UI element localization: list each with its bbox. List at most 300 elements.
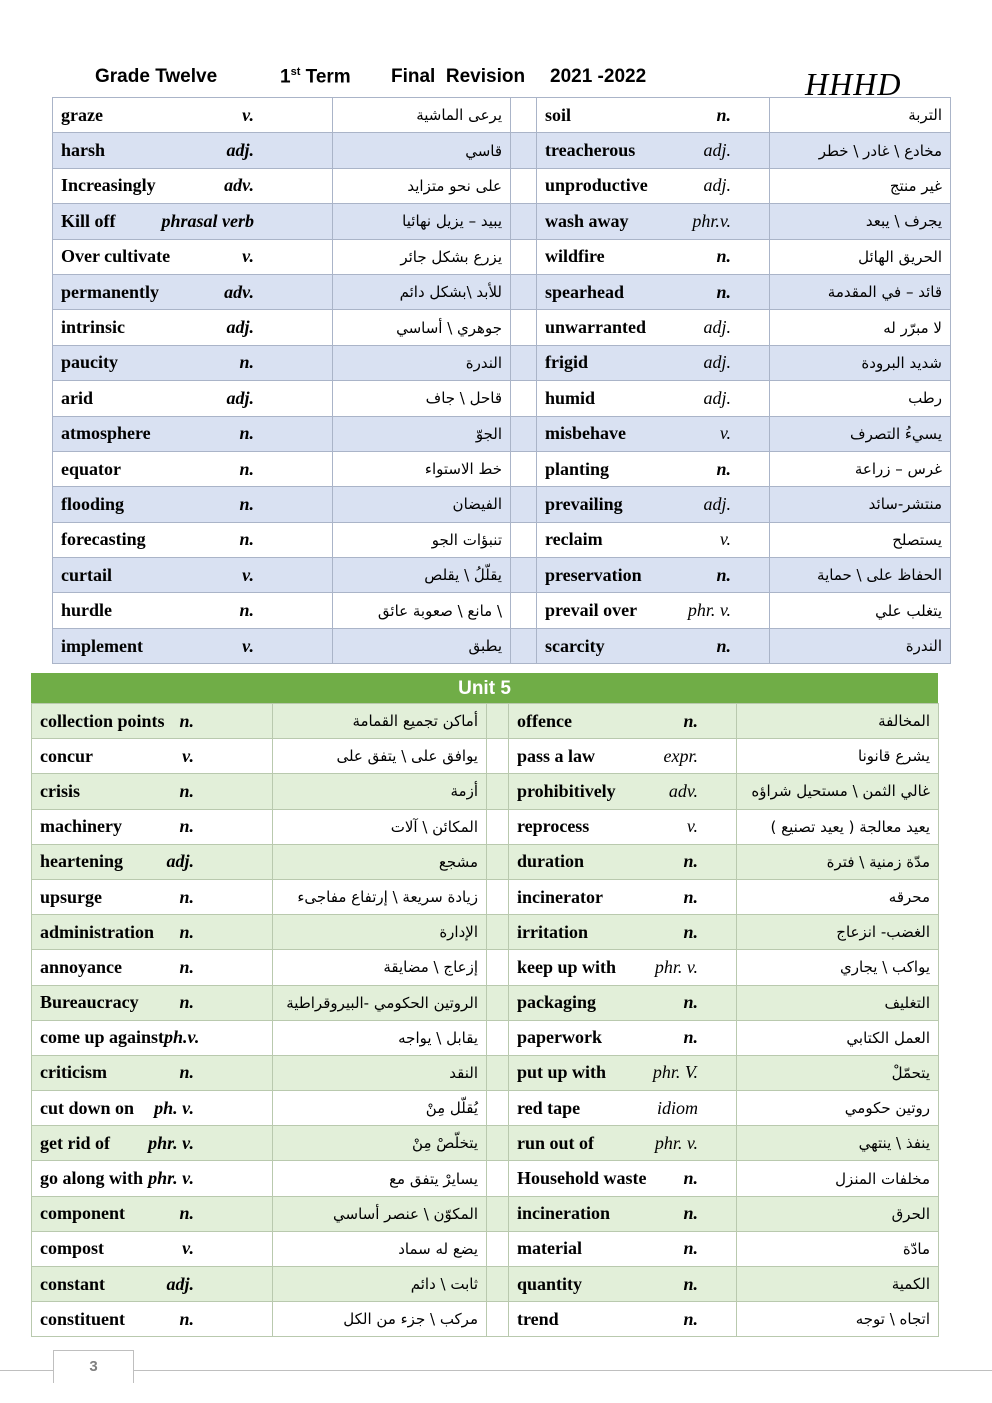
english-term: wildfire bbox=[545, 246, 605, 267]
term-cell-left bbox=[53, 381, 333, 416]
vocab-row bbox=[53, 381, 951, 416]
term-cell-right bbox=[537, 98, 770, 133]
column-spacer bbox=[487, 1161, 509, 1196]
arabic-meaning-right: يشرع قانونا bbox=[737, 739, 939, 774]
term-cell-left bbox=[53, 487, 333, 522]
column-spacer bbox=[487, 1267, 509, 1302]
arabic-meaning-left: النقد bbox=[273, 1055, 487, 1090]
english-term: hurdle bbox=[61, 600, 113, 621]
english-term: upsurge bbox=[40, 886, 103, 907]
part-of-speech: n. bbox=[716, 246, 731, 267]
term-cell-left bbox=[53, 451, 333, 486]
term-cell-left bbox=[32, 1126, 273, 1161]
term-cell-right bbox=[537, 204, 770, 239]
column-spacer bbox=[487, 809, 509, 844]
vocab-row bbox=[53, 310, 951, 345]
arabic-meaning-right: يواكب \ يجاري bbox=[737, 950, 939, 985]
part-of-speech: adj. bbox=[703, 175, 731, 196]
term-cell-right bbox=[509, 1091, 737, 1126]
part-of-speech: n. bbox=[716, 635, 731, 656]
part-of-speech: n. bbox=[239, 493, 254, 514]
vocab-row bbox=[32, 1302, 939, 1337]
part-of-speech: n. bbox=[683, 851, 698, 872]
english-term: soil bbox=[545, 104, 572, 125]
arabic-meaning-right: يتغلب علي bbox=[770, 593, 951, 628]
term-cell-left bbox=[53, 239, 333, 274]
term-cell-left bbox=[32, 739, 273, 774]
term-cell-right bbox=[537, 239, 770, 274]
term-cell-right bbox=[509, 1231, 737, 1266]
column-spacer bbox=[487, 1302, 509, 1337]
part-of-speech: n. bbox=[179, 921, 194, 942]
arabic-meaning-right: يجرف \ يبعد bbox=[770, 204, 951, 239]
column-spacer bbox=[487, 879, 509, 914]
grade-label: Grade Twelve bbox=[95, 66, 218, 87]
english-term: administration bbox=[40, 921, 155, 942]
term-cell-right bbox=[509, 1126, 737, 1161]
term-cell-left bbox=[32, 1196, 273, 1231]
part-of-speech: n. bbox=[683, 1238, 698, 1259]
english-term: scarcity bbox=[545, 635, 605, 656]
column-spacer bbox=[511, 204, 537, 239]
english-term: pass a law bbox=[517, 745, 596, 766]
arabic-meaning-left: خط الاستواء bbox=[333, 451, 511, 486]
part-of-speech: n. bbox=[179, 992, 194, 1013]
english-term: irritation bbox=[517, 921, 588, 942]
english-term: run out of bbox=[517, 1132, 595, 1153]
arabic-meaning-left: يُقلّل مِنْ bbox=[273, 1091, 487, 1126]
arabic-meaning-left: جوهري \ أساسي bbox=[333, 310, 511, 345]
english-term: paucity bbox=[61, 352, 119, 373]
part-of-speech: ph. v. bbox=[154, 1097, 194, 1118]
arabic-meaning-right: مدّة زمنية \ فترة bbox=[737, 844, 939, 879]
vocab-row bbox=[32, 1267, 939, 1302]
term-cell-right bbox=[509, 739, 737, 774]
part-of-speech: n. bbox=[179, 886, 194, 907]
term-cell-left bbox=[53, 558, 333, 593]
part-of-speech: adj. bbox=[703, 387, 731, 408]
term-cell-left bbox=[32, 1231, 273, 1266]
part-of-speech: n. bbox=[683, 992, 698, 1013]
school-year: 2021 -2022 bbox=[550, 66, 647, 87]
term-cell-right bbox=[509, 1020, 737, 1055]
arabic-meaning-right: المخالفة bbox=[737, 704, 939, 739]
term-cell-left bbox=[53, 204, 333, 239]
part-of-speech: adv. bbox=[224, 175, 254, 196]
arabic-meaning-right: منتشر-سائد bbox=[770, 487, 951, 522]
vocab-row bbox=[32, 1055, 939, 1090]
column-spacer bbox=[511, 381, 537, 416]
arabic-meaning-left: على نحو متزايد bbox=[333, 168, 511, 203]
english-term: Over cultivate bbox=[61, 246, 171, 267]
term-cell-right bbox=[537, 168, 770, 203]
english-term: annoyance bbox=[40, 956, 123, 977]
column-spacer bbox=[511, 416, 537, 451]
english-term: heartening bbox=[40, 851, 123, 872]
vocab-row bbox=[32, 1161, 939, 1196]
term-cell-left bbox=[53, 310, 333, 345]
arabic-meaning-left: يضع له سماد bbox=[273, 1231, 487, 1266]
english-term: Increasingly bbox=[61, 175, 156, 196]
part-of-speech: v. bbox=[242, 104, 254, 125]
english-term: offence bbox=[517, 710, 572, 731]
term-cell-left bbox=[32, 950, 273, 985]
vocab-row bbox=[32, 809, 939, 844]
arabic-meaning-left: المكوّن \ عنصر أساسي bbox=[273, 1196, 487, 1231]
arabic-meaning-left: مشجع bbox=[273, 844, 487, 879]
vocab-row bbox=[32, 774, 939, 809]
english-term: keep up with bbox=[517, 956, 617, 977]
part-of-speech: n. bbox=[716, 564, 731, 585]
column-spacer bbox=[511, 628, 537, 663]
english-term: wash away bbox=[545, 210, 629, 231]
term-cell-right bbox=[509, 1161, 737, 1196]
arabic-meaning-left: مركب \ جزء من الكل bbox=[273, 1302, 487, 1337]
term-cell-left bbox=[32, 1020, 273, 1055]
term-number: 1 bbox=[280, 66, 291, 88]
arabic-meaning-right: الحريق الهائل bbox=[770, 239, 951, 274]
footer-rule bbox=[0, 1370, 992, 1371]
term-cell-right bbox=[509, 809, 737, 844]
part-of-speech: phr. v. bbox=[148, 1168, 194, 1189]
part-of-speech: n. bbox=[683, 710, 698, 731]
english-term: cut down on bbox=[40, 1097, 135, 1118]
vocab-row bbox=[32, 1231, 939, 1266]
arabic-meaning-right: مخادع \ غادر \ خطر bbox=[770, 133, 951, 168]
part-of-speech: phr. v. bbox=[654, 956, 698, 977]
part-of-speech: n. bbox=[683, 1168, 698, 1189]
term-cell-right bbox=[509, 1302, 737, 1337]
english-term: prohibitively bbox=[517, 780, 616, 801]
arabic-meaning-right: قائد – في المقدمة bbox=[770, 274, 951, 309]
term-cell-left bbox=[32, 915, 273, 950]
part-of-speech: ph.v. bbox=[164, 1027, 200, 1048]
part-of-speech: v. bbox=[719, 423, 731, 444]
part-of-speech: n. bbox=[716, 458, 731, 479]
term-label bbox=[280, 66, 351, 88]
arabic-meaning-right: الندرة bbox=[770, 628, 951, 663]
part-of-speech: v. bbox=[182, 1238, 194, 1259]
term-cell-left bbox=[32, 985, 273, 1020]
part-of-speech: adj. bbox=[703, 352, 731, 373]
term-cell-right bbox=[509, 844, 737, 879]
arabic-meaning-right: يسيءُ التصرف bbox=[770, 416, 951, 451]
column-spacer bbox=[487, 1196, 509, 1231]
term-cell-left bbox=[53, 416, 333, 451]
arabic-meaning-left: المكائن \ آلات bbox=[273, 809, 487, 844]
vocabulary-table-unit-5 bbox=[31, 703, 939, 1337]
arabic-meaning-left: يقابل \ يواجه bbox=[273, 1020, 487, 1055]
term-cell-right bbox=[537, 416, 770, 451]
term-cell-right bbox=[537, 274, 770, 309]
term-superscript: st bbox=[290, 66, 301, 78]
unit-title-bar: Unit 5 bbox=[31, 673, 938, 704]
arabic-meaning-left: \ مانع \ صعوبة عائق bbox=[333, 593, 511, 628]
arabic-meaning-right: غير منتج bbox=[770, 168, 951, 203]
arabic-meaning-right: العمل الكتابي bbox=[737, 1020, 939, 1055]
term-cell-left bbox=[53, 133, 333, 168]
part-of-speech: adj. bbox=[226, 387, 254, 408]
part-of-speech: n. bbox=[179, 1062, 194, 1083]
english-term: constant bbox=[40, 1273, 106, 1294]
part-of-speech: adj. bbox=[703, 493, 731, 514]
arabic-meaning-right: الحرق bbox=[737, 1196, 939, 1231]
column-spacer bbox=[487, 985, 509, 1020]
term-cell-left bbox=[32, 1055, 273, 1090]
part-of-speech: adv. bbox=[668, 780, 698, 801]
english-term: put up with bbox=[517, 1062, 607, 1083]
column-spacer bbox=[511, 345, 537, 380]
english-term: incineration bbox=[517, 1203, 610, 1224]
vocab-row bbox=[32, 915, 939, 950]
english-term: red tape bbox=[517, 1097, 581, 1118]
vocab-row bbox=[32, 950, 939, 985]
vocab-row bbox=[32, 985, 939, 1020]
part-of-speech: n. bbox=[239, 529, 254, 550]
vocab-row bbox=[53, 345, 951, 380]
vocab-row bbox=[53, 416, 951, 451]
arabic-meaning-left: يسايرْ يتفق مع bbox=[273, 1161, 487, 1196]
part-of-speech: n. bbox=[179, 956, 194, 977]
english-term: preservation bbox=[545, 564, 642, 585]
part-of-speech: n. bbox=[179, 1308, 194, 1329]
page-number: 3 bbox=[53, 1350, 134, 1383]
arabic-meaning-right: رطب bbox=[770, 381, 951, 416]
part-of-speech: phr. v. bbox=[654, 1132, 698, 1153]
term-cell-right bbox=[537, 381, 770, 416]
part-of-speech: adj. bbox=[226, 317, 254, 338]
english-term: quantity bbox=[517, 1273, 583, 1294]
english-term: implement bbox=[61, 635, 143, 656]
arabic-meaning-left: يبيد – يزيل نهائيا bbox=[333, 204, 511, 239]
english-term: criticism bbox=[40, 1062, 107, 1083]
term-cell-left bbox=[32, 879, 273, 914]
term-cell-right bbox=[537, 451, 770, 486]
english-term: humid bbox=[545, 387, 596, 408]
english-term: spearhead bbox=[545, 281, 625, 302]
english-term: unproductive bbox=[545, 175, 648, 196]
part-of-speech: adj. bbox=[166, 1273, 194, 1294]
arabic-meaning-left: يتخلّصْ مِنْ bbox=[273, 1126, 487, 1161]
arabic-meaning-left: الروتين الحكومي -البيروقراطية bbox=[273, 985, 487, 1020]
part-of-speech: phr. v. bbox=[687, 600, 731, 621]
term-cell-right bbox=[537, 133, 770, 168]
term-cell-left bbox=[32, 1091, 273, 1126]
term-cell-left bbox=[32, 704, 273, 739]
vocab-row bbox=[53, 133, 951, 168]
term-cell-left bbox=[53, 345, 333, 380]
column-spacer bbox=[487, 1055, 509, 1090]
page-header bbox=[95, 66, 925, 102]
part-of-speech: n. bbox=[179, 1203, 194, 1224]
vocab-row bbox=[53, 168, 951, 203]
arabic-meaning-left: إزعاج \ مضايقة bbox=[273, 950, 487, 985]
column-spacer bbox=[487, 1020, 509, 1055]
part-of-speech: n. bbox=[239, 352, 254, 373]
term-word: Term bbox=[305, 66, 351, 88]
column-spacer bbox=[487, 1231, 509, 1266]
english-term: Household waste bbox=[517, 1168, 647, 1189]
english-term: get rid of bbox=[40, 1132, 110, 1153]
english-term: harsh bbox=[61, 140, 106, 161]
part-of-speech: v. bbox=[182, 745, 194, 766]
part-of-speech: adj. bbox=[226, 140, 254, 161]
vocab-row bbox=[53, 558, 951, 593]
part-of-speech: n. bbox=[239, 458, 254, 479]
english-term: intrinsic bbox=[61, 317, 126, 338]
term-cell-right bbox=[509, 1055, 737, 1090]
part-of-speech: n. bbox=[179, 710, 194, 731]
english-term: material bbox=[517, 1238, 582, 1259]
arabic-meaning-left: قاحل \ جاف bbox=[333, 381, 511, 416]
part-of-speech: v. bbox=[242, 635, 254, 656]
english-term: packaging bbox=[517, 992, 597, 1013]
arabic-meaning-left: تنبؤات الجو bbox=[333, 522, 511, 557]
term-cell-right bbox=[509, 1267, 737, 1302]
column-spacer bbox=[487, 774, 509, 809]
column-spacer bbox=[511, 133, 537, 168]
arabic-meaning-right: التغليف bbox=[737, 985, 939, 1020]
arabic-meaning-left: الجوّ bbox=[333, 416, 511, 451]
vocab-row bbox=[53, 451, 951, 486]
english-term: frigid bbox=[545, 352, 588, 373]
term-cell-left bbox=[32, 1161, 273, 1196]
vocab-row bbox=[32, 739, 939, 774]
column-spacer bbox=[487, 844, 509, 879]
column-spacer bbox=[511, 593, 537, 628]
term-cell-right bbox=[509, 1196, 737, 1231]
term-cell-right bbox=[509, 774, 737, 809]
column-spacer bbox=[511, 487, 537, 522]
part-of-speech: n. bbox=[683, 921, 698, 942]
term-cell-left bbox=[53, 628, 333, 663]
vocab-row bbox=[53, 239, 951, 274]
english-term: reclaim bbox=[545, 529, 603, 550]
term-cell-left bbox=[53, 274, 333, 309]
arabic-meaning-right: روتين حكومي bbox=[737, 1091, 939, 1126]
author-logo: HHHD bbox=[805, 66, 902, 102]
arabic-meaning-right: غالي الثمن \ مستحيل شراؤه bbox=[737, 774, 939, 809]
english-term: Bureaucracy bbox=[40, 992, 139, 1013]
english-term: curtail bbox=[61, 564, 112, 585]
column-spacer bbox=[511, 239, 537, 274]
column-spacer bbox=[487, 704, 509, 739]
arabic-meaning-right: يعيد معالجة ( يعيد تصنيع ) bbox=[737, 809, 939, 844]
term-cell-left bbox=[53, 98, 333, 133]
vocab-row bbox=[53, 487, 951, 522]
english-term: graze bbox=[61, 104, 103, 125]
arabic-meaning-right: يتحمّلْ bbox=[737, 1055, 939, 1090]
part-of-speech: phrasal verb bbox=[161, 210, 254, 231]
vocab-row bbox=[32, 844, 939, 879]
arabic-meaning-right: اتجاه \ توجه bbox=[737, 1302, 939, 1337]
vocab-row bbox=[32, 704, 939, 739]
english-term: reprocess bbox=[517, 816, 590, 837]
arabic-meaning-left: الإدارة bbox=[273, 915, 487, 950]
part-of-speech: n. bbox=[179, 816, 194, 837]
column-spacer bbox=[511, 558, 537, 593]
arabic-meaning-left: الندرة bbox=[333, 345, 511, 380]
term-cell-left bbox=[32, 844, 273, 879]
arabic-meaning-left: أماكن تجميع القمامة bbox=[273, 704, 487, 739]
part-of-speech: n. bbox=[683, 1027, 698, 1048]
arabic-meaning-left: يقلّلُ \ يقلص bbox=[333, 558, 511, 593]
term-cell-right bbox=[537, 593, 770, 628]
column-spacer bbox=[487, 1126, 509, 1161]
english-term: prevail over bbox=[545, 600, 638, 621]
arabic-meaning-right: الحفاظ على \ حماية bbox=[770, 558, 951, 593]
english-term: incinerator bbox=[517, 886, 603, 907]
column-spacer bbox=[511, 98, 537, 133]
english-term: forecasting bbox=[61, 529, 146, 550]
arabic-meaning-left: يرعى الماشية bbox=[333, 98, 511, 133]
arabic-meaning-right: الكمية bbox=[737, 1267, 939, 1302]
column-spacer bbox=[487, 739, 509, 774]
arabic-meaning-right: لا مبرّر له bbox=[770, 310, 951, 345]
term-cell-left bbox=[53, 168, 333, 203]
vocab-row bbox=[32, 1091, 939, 1126]
term-cell-right bbox=[509, 704, 737, 739]
arabic-meaning-right: مخلفات المنزل bbox=[737, 1161, 939, 1196]
arabic-meaning-left: للأبد \بشكل دائم bbox=[333, 274, 511, 309]
vocab-row bbox=[32, 1196, 939, 1231]
part-of-speech: n. bbox=[683, 1273, 698, 1294]
vocab-row bbox=[53, 274, 951, 309]
english-term: unwarranted bbox=[545, 317, 647, 338]
part-of-speech: adj. bbox=[166, 851, 194, 872]
part-of-speech: idiom bbox=[656, 1097, 698, 1118]
part-of-speech: n. bbox=[683, 1308, 698, 1329]
vocabulary-table-1 bbox=[52, 97, 951, 664]
arabic-meaning-left: أزمة bbox=[273, 774, 487, 809]
english-term: paperwork bbox=[517, 1027, 602, 1048]
english-term: come up against bbox=[40, 1027, 165, 1048]
english-term: atmosphere bbox=[61, 423, 151, 444]
column-spacer bbox=[487, 950, 509, 985]
term-cell-right bbox=[537, 310, 770, 345]
arabic-meaning-left: يوافق على \ يتفق على bbox=[273, 739, 487, 774]
english-term: equator bbox=[61, 458, 121, 479]
term-cell-left bbox=[32, 774, 273, 809]
part-of-speech: adj. bbox=[703, 140, 731, 161]
arabic-meaning-right: غرس – زراعة bbox=[770, 451, 951, 486]
term-cell-left bbox=[53, 593, 333, 628]
term-cell-left bbox=[53, 522, 333, 557]
english-term: permanently bbox=[61, 281, 159, 302]
arabic-meaning-right: محرقه bbox=[737, 879, 939, 914]
term-cell-left bbox=[32, 1267, 273, 1302]
english-term: duration bbox=[517, 851, 585, 872]
vocab-row bbox=[53, 98, 951, 133]
arabic-meaning-right: يستصلح bbox=[770, 522, 951, 557]
english-term: trend bbox=[517, 1308, 559, 1329]
part-of-speech: adv. bbox=[224, 281, 254, 302]
part-of-speech: expr. bbox=[663, 745, 698, 766]
english-term: crisis bbox=[40, 780, 80, 801]
english-term: flooding bbox=[61, 493, 125, 514]
term-cell-right bbox=[509, 915, 737, 950]
term-cell-right bbox=[537, 487, 770, 522]
part-of-speech: n. bbox=[683, 886, 698, 907]
arabic-meaning-left: يزرع بشكل جائر bbox=[333, 239, 511, 274]
part-of-speech: n. bbox=[716, 281, 731, 302]
vocab-row bbox=[53, 593, 951, 628]
english-term: collection points bbox=[40, 710, 165, 731]
column-spacer bbox=[511, 274, 537, 309]
english-term: concur bbox=[40, 745, 93, 766]
part-of-speech: phr.v. bbox=[692, 210, 731, 231]
arabic-meaning-left: زيادة سريعة \ إرتفاع مفاجىء bbox=[273, 879, 487, 914]
